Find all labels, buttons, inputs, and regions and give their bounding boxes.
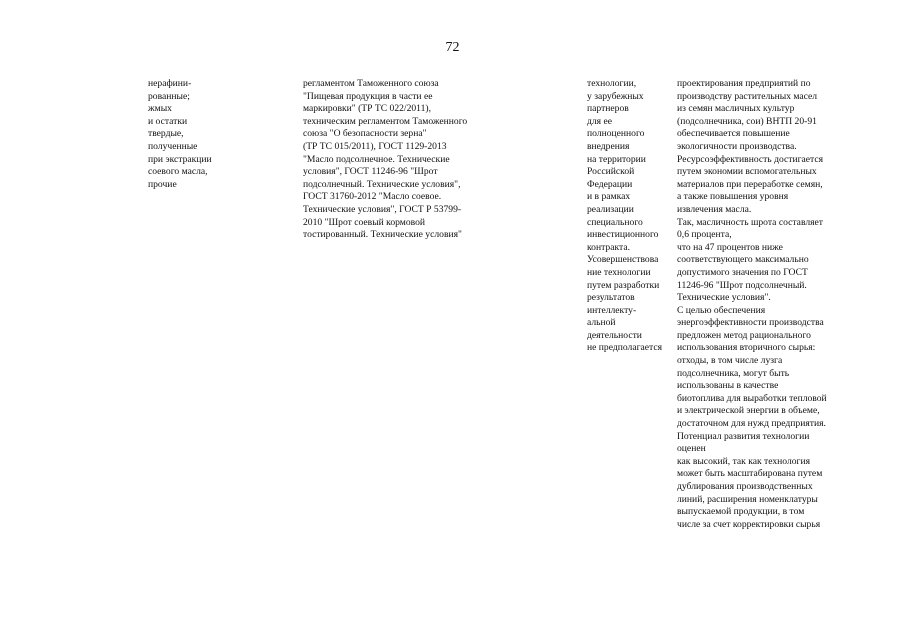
text-line: путем разработки bbox=[587, 279, 660, 291]
text-line: внедрения bbox=[587, 140, 630, 152]
text-line: энергоэффективности производства bbox=[677, 317, 824, 329]
text-line: нерафини- bbox=[148, 78, 192, 89]
text-line: использования вторичного сырья: bbox=[677, 342, 816, 354]
text-line: 0,6 процента, bbox=[677, 229, 732, 241]
text-line: использованы в качестве bbox=[677, 380, 779, 392]
text-line: линий, расширения номенклатуры bbox=[677, 493, 818, 505]
text-line: жмых bbox=[148, 103, 172, 115]
text-line: деятельности bbox=[587, 329, 642, 341]
text-line: техническим регламентом Таможенного bbox=[303, 115, 468, 127]
text-line: Федерации bbox=[587, 178, 633, 190]
text-line: для ее bbox=[587, 115, 612, 127]
text-line: С целью обеспечения bbox=[677, 304, 766, 316]
text-line: предложен метод рационального bbox=[677, 329, 811, 341]
text-line: инвестиционного bbox=[587, 229, 659, 241]
text-line: подсолнечника, могут быть bbox=[677, 367, 790, 379]
text-line: реализации bbox=[587, 203, 634, 215]
text-line: Усовершенствова bbox=[587, 254, 659, 266]
column-technology-description bbox=[677, 78, 827, 531]
text-line: материалов при переработке семян, bbox=[677, 178, 823, 190]
text-line: при экстракции bbox=[148, 153, 212, 165]
text-line: а также повышения уровня bbox=[677, 191, 789, 203]
text-line: числе за счет корректировки сырья bbox=[677, 518, 821, 530]
text-line: ние технологии bbox=[587, 266, 651, 278]
text-line: прочие bbox=[148, 178, 177, 190]
text-line: экологичности производства. bbox=[677, 140, 797, 152]
text-line: полноценного bbox=[587, 128, 645, 140]
text-line: обеспечивается повышение bbox=[677, 128, 790, 140]
text-line: интеллекту- bbox=[587, 304, 637, 316]
text-line: альной bbox=[587, 317, 616, 329]
text-line: производству растительных масел bbox=[677, 90, 818, 102]
text-line: регламентом Таможенного союза bbox=[303, 78, 439, 89]
text-line: Технические условия", ГОСТ Р 53799- bbox=[303, 203, 462, 215]
text-line: Технические условия". bbox=[677, 292, 771, 304]
text-line: не предполагается bbox=[587, 342, 663, 354]
text-line: маркировки" (ТР ТС 022/2011), bbox=[303, 103, 432, 115]
text-line: как высокий, так как технология bbox=[677, 455, 811, 467]
text-line: дублирования производственных bbox=[677, 481, 813, 492]
text-line: проектирования предприятий по bbox=[677, 78, 811, 89]
text-line: 2010 "Шрот соевый кормовой bbox=[303, 216, 426, 228]
text-line: извлечения масла. bbox=[677, 203, 752, 215]
text-line: Российской bbox=[587, 166, 635, 178]
text-line: полученные bbox=[148, 140, 198, 152]
text-line: и электрической энергии в объеме, bbox=[677, 405, 820, 417]
text-line: из семян масличных культур bbox=[677, 103, 795, 115]
text-line: оценен bbox=[677, 443, 706, 455]
text-line: и остатки bbox=[148, 115, 188, 127]
text-line: допустимого значения по ГОСТ bbox=[677, 266, 808, 278]
text-line: партнеров bbox=[587, 103, 629, 115]
text-line: может быть масштабирована путем bbox=[677, 468, 823, 480]
text-line: у зарубежных bbox=[587, 90, 644, 102]
text-line: твердые, bbox=[148, 128, 184, 140]
text-line: ГОСТ 31760-2012 "Масло соевое. bbox=[303, 191, 442, 203]
text-line: тостированный. Технические условия" bbox=[303, 229, 462, 241]
text-line: технологии, bbox=[587, 78, 637, 89]
page-number: 72 bbox=[445, 40, 460, 55]
text-line: выпускаемой продукции, в том bbox=[677, 506, 805, 518]
text-line: подсолнечный. Технические условия", bbox=[303, 178, 461, 190]
column-regulations bbox=[303, 78, 467, 242]
text-line: условия", ГОСТ 11246-96 "Шрот bbox=[303, 166, 438, 178]
text-line: соответствующего максимально bbox=[677, 254, 809, 266]
text-line: на территории bbox=[587, 153, 646, 165]
text-line: контракта. bbox=[587, 241, 630, 253]
text-line: путем экономии вспомогательных bbox=[677, 166, 817, 178]
text-line: результатов bbox=[587, 292, 635, 304]
text-line: "Пищевая продукция в части ее bbox=[303, 90, 433, 102]
text-line: отходы, в том числе лузга bbox=[677, 355, 783, 367]
column-technology-status bbox=[587, 78, 662, 355]
text-line: соевого масла, bbox=[148, 166, 208, 178]
text-line: рованные; bbox=[148, 90, 190, 102]
text-line: что на 47 процентов ниже bbox=[677, 241, 783, 253]
text-line: Потенциал развития технологии bbox=[677, 430, 810, 442]
text-line: 11246-96 "Шрот подсолнечный. bbox=[677, 279, 807, 291]
column-product-types bbox=[148, 78, 212, 191]
text-line: союза "О безопасности зерна" bbox=[303, 128, 427, 140]
text-line: (ТР ТС 015/2011), ГОСТ 1129-2013 bbox=[303, 140, 447, 152]
text-line: специального bbox=[587, 216, 643, 228]
text-line: (подсолнечника, сои) ВНТП 20-91 bbox=[677, 115, 817, 127]
text-line: Ресурсоэффективность достигается bbox=[677, 153, 824, 165]
text-line: "Масло подсолнечное. Технические bbox=[303, 153, 450, 165]
text-line: биотоплива для выработки тепловой bbox=[677, 392, 827, 404]
text-line: Так, масличность шрота составляет bbox=[677, 216, 823, 228]
text-line: и в рамках bbox=[587, 191, 631, 203]
text-line: достаточном для нужд предприятия. bbox=[677, 418, 826, 430]
